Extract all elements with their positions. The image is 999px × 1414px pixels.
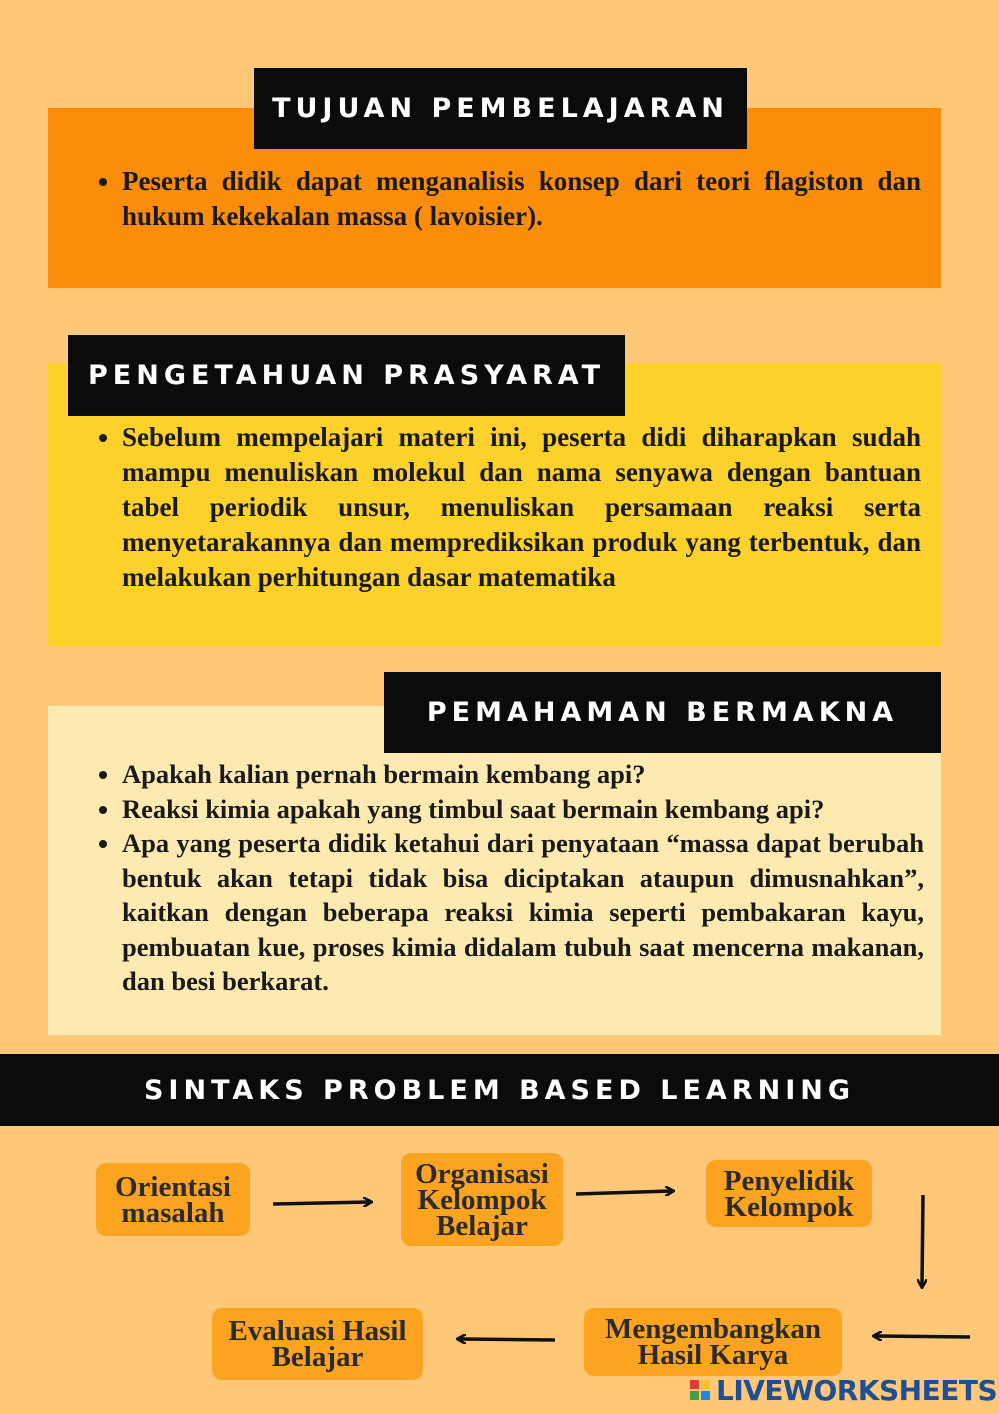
arrow-4-to-5 (459, 1339, 555, 1340)
liveworksheets-brand (690, 1372, 998, 1408)
step-mengembangkan-hasil-karya: Mengembangkan Hasil Karya (584, 1308, 842, 1376)
arrow-2-to-3 (576, 1191, 672, 1194)
tujuan-title: TUJUAN PEMBELAJARAN (254, 68, 747, 149)
list-item: • Peserta didik dapat menganalisis konsep dari teori flagiston dan hukum kekekalan massa ( lavoisier). (122, 164, 921, 234)
sintaks-title: SINTAKS PROBLEM BASED LEARNING (0, 1054, 999, 1126)
arrow-3-down (922, 1195, 923, 1286)
brand-text: LIVEWORKSHEETS (716, 1373, 998, 1407)
step-orientasi-masalah: Orientasi masalah (96, 1163, 250, 1236)
liveworksheets-logo-icon (690, 1380, 710, 1400)
arrow-1-to-2 (273, 1202, 370, 1204)
step-evaluasi-hasil-belajar: Evaluasi Hasil Belajar (212, 1308, 423, 1380)
pemahaman-title: PEMAHAMAN BERMAKNA (384, 672, 941, 753)
prasyarat-title: PENGETAHUAN PRASYARAT (68, 335, 625, 416)
list-item: • Apa yang peserta didik ketahui dari penyataan “massa dapat berubah bentuk akan tetapi tidak bisa diciptakan ataupun dimusnahkan”, kaitkan dengan beberapa reaksi kimia seperti pembakaran kayu, pembuatan kue, proses kimia didalam tubuh saat mencerna makanan, dan besi berkarat. (122, 826, 924, 999)
arrow-into-4 (875, 1336, 970, 1337)
list-item: • Reaksi kimia apakah yang timbul saat bermain kembang api? (122, 792, 924, 827)
step-penyelidik-kelompok: Penyelidik Kelompok (706, 1160, 872, 1227)
list-item: • Sebelum mempelajari materi ini, peserta didi diharapkan sudah mampu menuliskan molekul dan nama senyawa dengan bantuan tabel periodik unsur, menuliskan persamaan reaksi serta menyetarakannya dan memprediksikan produk yang terbentuk, dan melakukan perhitungan dasar matematika (122, 420, 921, 595)
list-item: • Apakah kalian pernah bermain kembang api? (122, 757, 924, 792)
step-organisasi-kelompok: Organisasi Kelompok Belajar (401, 1153, 563, 1246)
